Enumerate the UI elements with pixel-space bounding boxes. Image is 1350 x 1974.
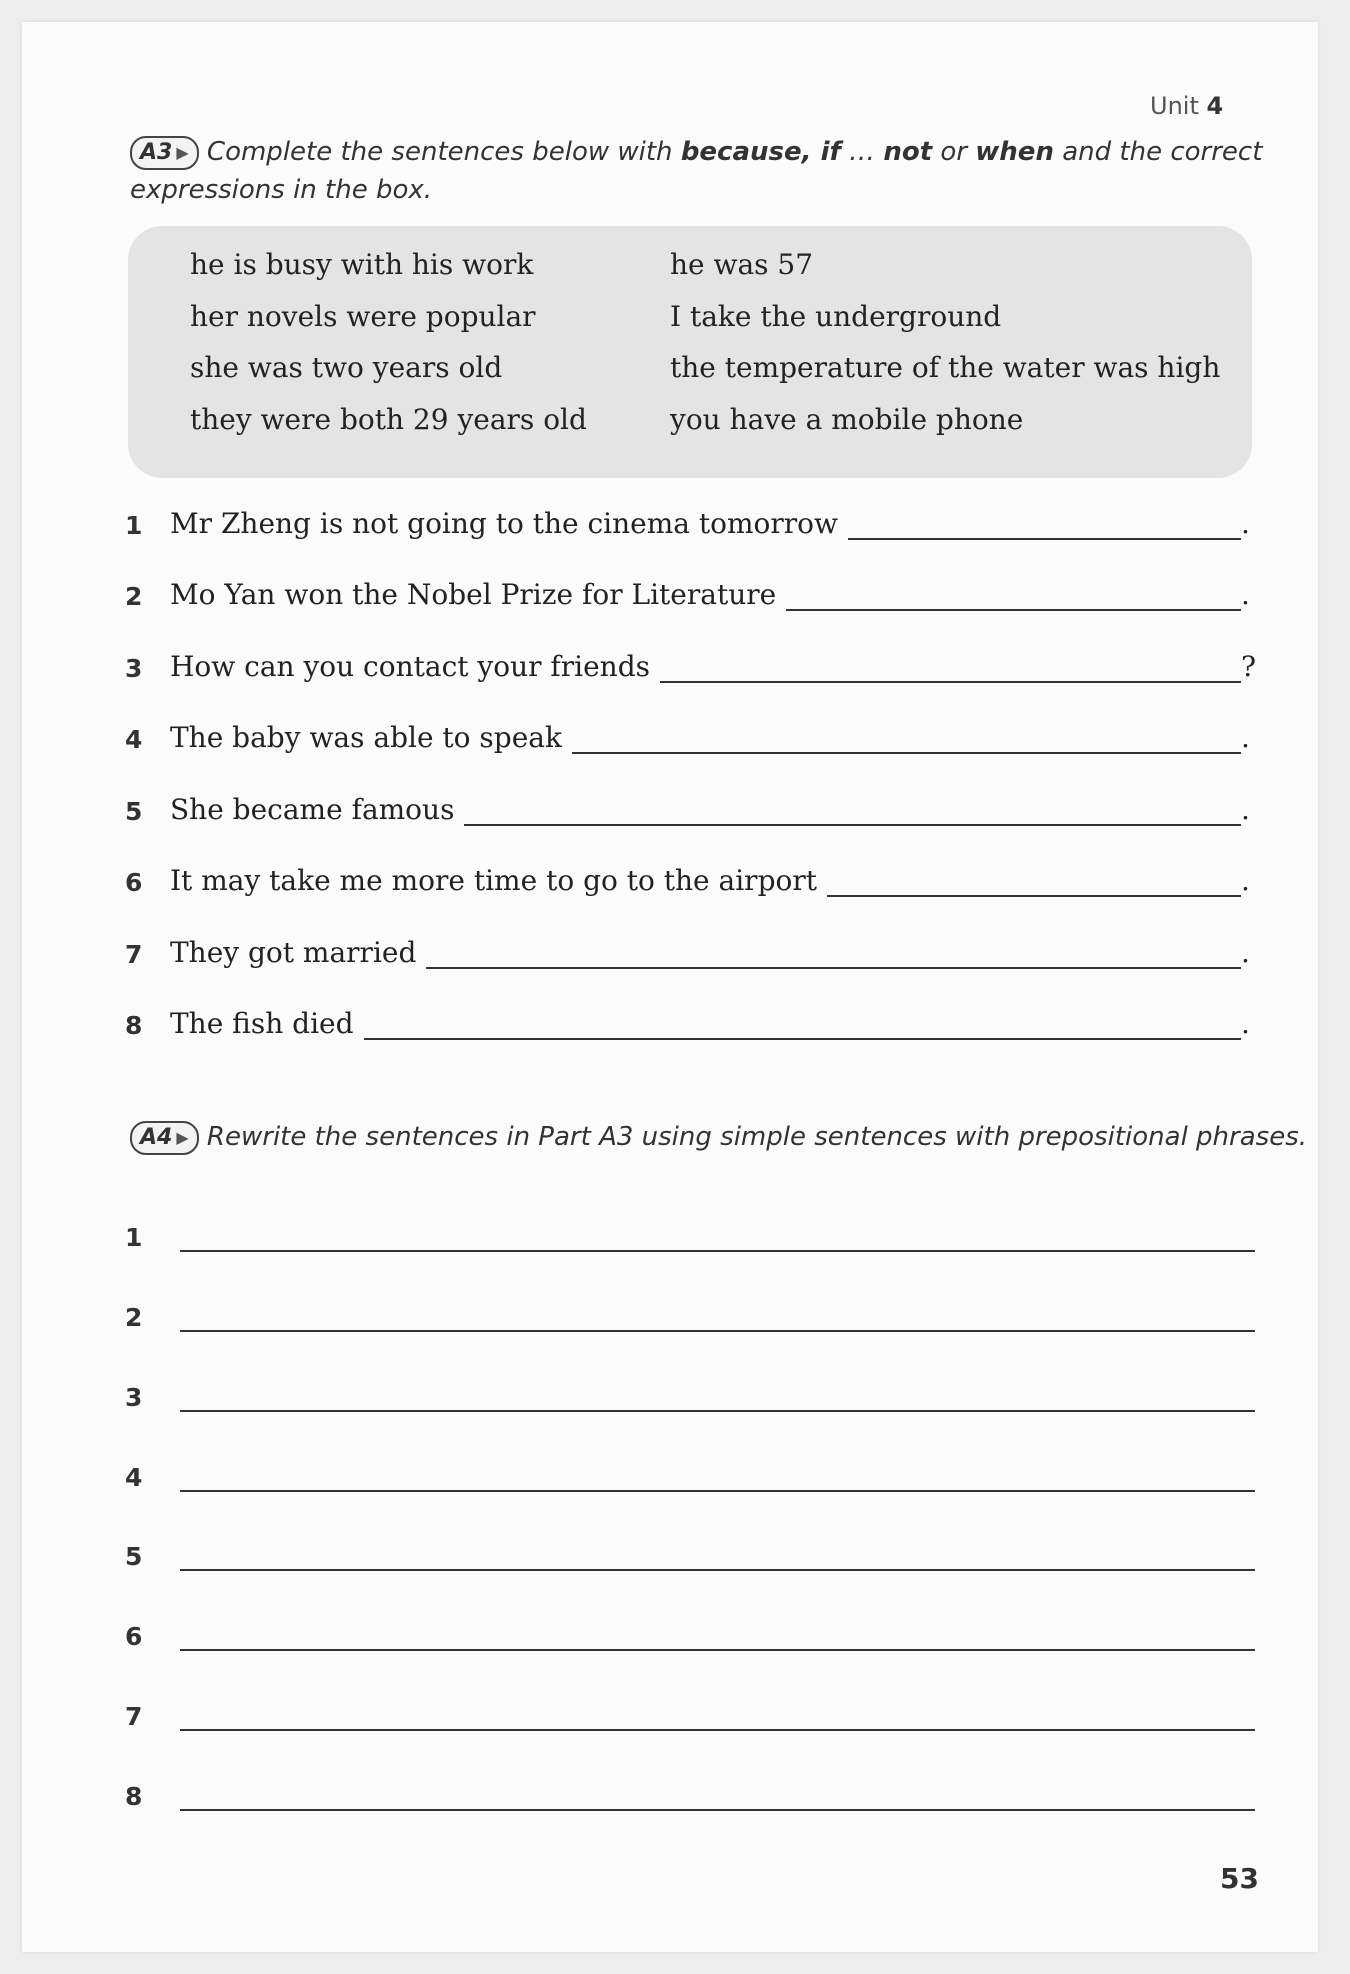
a4-answer-row-5: 5 xyxy=(125,1531,1255,1571)
unit-number: 4 xyxy=(1206,92,1224,120)
answer-blank[interactable] xyxy=(572,730,1241,754)
answer-line[interactable] xyxy=(180,1470,1255,1492)
answer-blank[interactable] xyxy=(848,516,1241,540)
unit-label: Unit 4 xyxy=(1150,92,1224,120)
a3-question-5: 5 She became famous . xyxy=(125,793,1250,826)
answer-blank[interactable] xyxy=(426,945,1241,969)
answer-line[interactable] xyxy=(180,1789,1255,1811)
answer-blank[interactable] xyxy=(464,802,1241,826)
expressions-left-column xyxy=(190,248,587,454)
answer-line[interactable] xyxy=(180,1310,1255,1332)
a3-question-2: 2 Mo Yan won the Nobel Prize for Literature . xyxy=(125,578,1250,611)
a3-badge: A3 ▶ xyxy=(130,136,199,170)
a4-answer-row-3: 3 xyxy=(125,1372,1255,1412)
a4-instruction: A4 ▶ Rewrite the sentences in Part A3 using simple sentences with prepositional phrases. xyxy=(130,1118,1307,1156)
answer-blank[interactable] xyxy=(786,587,1241,611)
answer-blank[interactable] xyxy=(660,659,1241,683)
a4-answer-row-7: 7 xyxy=(125,1691,1255,1731)
answer-line[interactable] xyxy=(180,1549,1255,1571)
a3-question-6: 6 It may take me more time to go to the airport . xyxy=(125,864,1250,897)
expression: she was two years old xyxy=(190,351,503,384)
expressions-right-column xyxy=(670,248,1220,454)
a3-question-4: 4 The baby was able to speak . xyxy=(125,721,1250,754)
page-number: 53 xyxy=(1220,1862,1259,1895)
a4-answer-row-6: 6 xyxy=(125,1611,1255,1651)
expression: he was 57 xyxy=(670,248,814,281)
expression: they were both 29 years old xyxy=(190,402,587,436)
expression: her novels were popular xyxy=(190,299,536,333)
a3-question-3: 3 How can you contact your friends ? xyxy=(125,650,1257,683)
expressions-box xyxy=(128,226,1252,478)
answer-line[interactable] xyxy=(180,1230,1255,1252)
a4-badge: A4 ▶ xyxy=(130,1121,199,1155)
a3-question-1: 1 Mr Zheng is not going to the cinema tomorrow . xyxy=(125,507,1250,540)
answer-blank[interactable] xyxy=(827,873,1241,897)
expression: he is busy with his work xyxy=(190,248,534,281)
expression: I take the underground xyxy=(670,299,1002,333)
a4-answer-row-4: 4 xyxy=(125,1452,1255,1492)
answer-line[interactable] xyxy=(180,1390,1255,1412)
answer-line[interactable] xyxy=(180,1629,1255,1651)
a4-answer-row-2: 2 xyxy=(125,1292,1255,1332)
a4-answer-row-1: 1 xyxy=(125,1212,1255,1252)
answer-line[interactable] xyxy=(180,1709,1255,1731)
a3-question-8: 8 The fish died . xyxy=(125,1007,1250,1040)
a3-question-7: 7 They got married . xyxy=(125,936,1250,969)
a4-answer-row-8: 8 xyxy=(125,1771,1255,1811)
play-icon: ▶ xyxy=(176,1127,189,1147)
answer-blank[interactable] xyxy=(364,1016,1241,1040)
expression: the temperature of the water was high xyxy=(670,351,1221,384)
a3-instruction: A3 ▶ Complete the sentences below with because, if … not or when and the correct expressions in the box. xyxy=(130,133,1262,209)
expression: you have a mobile phone xyxy=(670,402,1024,436)
play-icon: ▶ xyxy=(176,142,189,162)
